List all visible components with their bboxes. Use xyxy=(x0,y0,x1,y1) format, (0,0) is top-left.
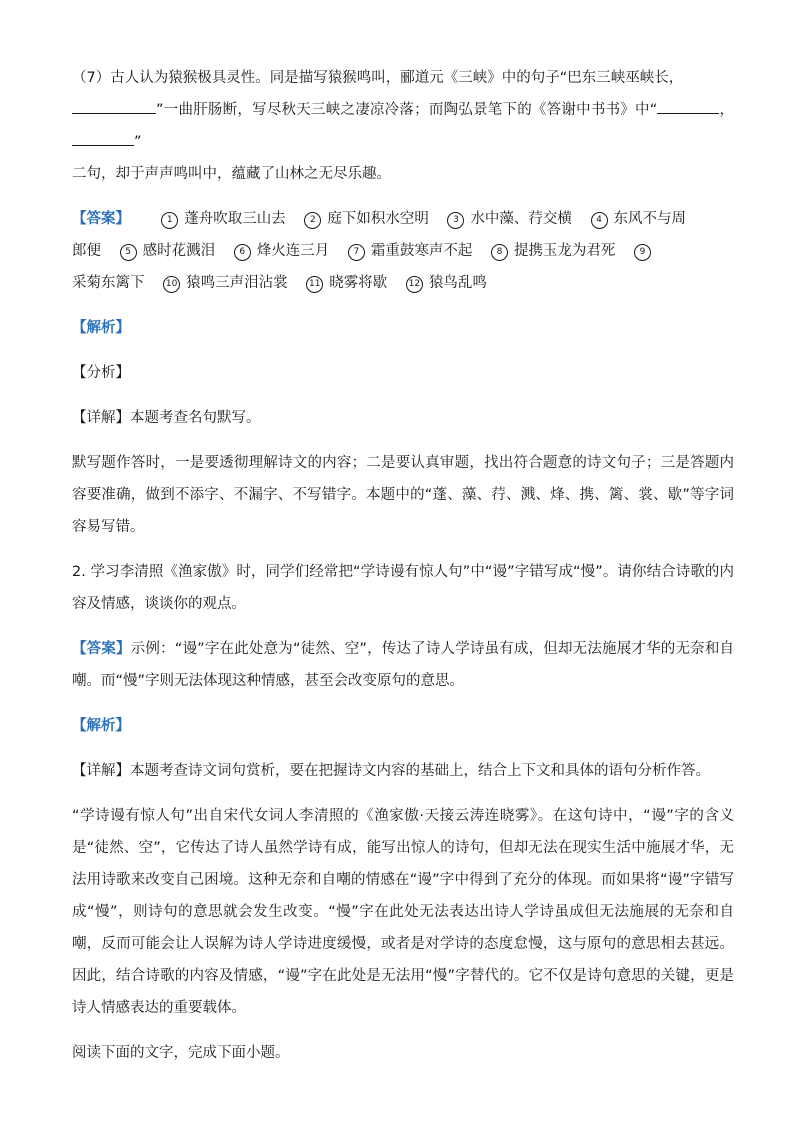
answer-text: 感时花溅泪 xyxy=(142,243,216,259)
detail-tag: 【详解】 xyxy=(72,763,130,779)
fenxi-tag: 【分析】 xyxy=(72,365,130,381)
analysis-tag: 【解析】 xyxy=(72,718,130,734)
answer-text: 提携玉龙为君死 xyxy=(513,243,616,259)
detail-text: 本题考查诗文词句赏析，要在把握诗文内容的基础上，结合上下文和具体的语句分析作答。 xyxy=(130,763,710,779)
question-2: 2. 学习李清照《渔家傲》时，同学们经常把“学诗谩有惊人句”中“谩”字错写成“慢”。请你结合诗歌的内容及情感，谈谈你的观点。 xyxy=(72,564,734,612)
answer-line-2 xyxy=(72,235,734,267)
circled-number: 1 xyxy=(161,212,178,229)
answer-item xyxy=(306,267,387,299)
circled-number: 6 xyxy=(234,244,251,261)
q7-mid: ”一曲肝肠断，写尽秋天三峡之凄凉冷落；而陶弘景笔下的《答谢中书书》中“ xyxy=(156,102,658,118)
circled-number: 10 xyxy=(163,276,180,293)
answer-text: 采菊东篱下 xyxy=(72,275,145,291)
answer-text: 郎便 xyxy=(72,243,101,259)
answer-item xyxy=(72,235,101,267)
answer-text: 猿鸟乱鸣 xyxy=(428,275,487,291)
answer-item xyxy=(406,267,487,299)
circled-number: 7 xyxy=(348,244,365,261)
answer-text: 烽火连三月 xyxy=(256,243,330,259)
answer-blank xyxy=(72,97,156,114)
detail-2 xyxy=(72,755,734,787)
answer-line-3 xyxy=(72,267,734,299)
reading-instruction: 阅读下面的文字，完成下面小题。 xyxy=(72,1045,290,1061)
answer-text: 庭下如积水空明 xyxy=(327,211,429,227)
answer-line-1 xyxy=(72,203,734,235)
tip-paragraph: 默写题作答时，一是要透彻理解诗文的内容；二是要认真审题，找出符合题意的诗文句子；三是答题内容要准确，做到不添字、不漏字、不写错字。本题中的“蓬、藻、荇、溅、烽、携、篱、裳、歇”等字词容易写错。 xyxy=(72,455,734,535)
analysis-tag: 【解析】 xyxy=(72,320,130,336)
answer-item xyxy=(72,267,145,299)
question-7 xyxy=(72,62,734,190)
answer-blank xyxy=(657,97,719,114)
circled-number: 8 xyxy=(491,244,508,261)
answer-text: 示例：“谩”字在此处意为“徒然、空”，传达了诗人学诗虽有成，但却无法施展才华的无奈和自嘲。而“慢”字则无法体现这种情感，甚至会改变原句的意思。 xyxy=(72,641,735,689)
detail-text: 本题考查名句默写。 xyxy=(130,410,261,426)
answer-item xyxy=(634,235,657,267)
answer-text: 猿鸣三声泪沾裳 xyxy=(186,275,288,291)
answer-item xyxy=(120,235,216,267)
answer-text: 霜重鼓寒声不起 xyxy=(370,243,473,259)
circled-number: 2 xyxy=(304,212,321,229)
circled-number: 3 xyxy=(447,212,464,229)
analysis-heading xyxy=(72,312,734,344)
q7-comma: ， xyxy=(719,102,734,118)
answer-text: 蓬舟吹取三山去 xyxy=(184,211,286,227)
answer-item xyxy=(234,235,330,267)
answer-item xyxy=(491,235,616,267)
circled-number: 4 xyxy=(591,212,608,229)
answer-text: 晓雾将歇 xyxy=(329,275,388,291)
answer-tag: 【答案】 xyxy=(72,641,131,657)
document-page xyxy=(72,62,734,1082)
answer-item xyxy=(161,203,286,235)
answer-item xyxy=(348,235,473,267)
detail-1 xyxy=(72,402,734,434)
answer-item xyxy=(447,203,572,235)
answer-item xyxy=(591,203,687,235)
circled-number: 11 xyxy=(306,276,323,293)
answer-text: 东风不与周 xyxy=(613,211,687,227)
answer-tag: 【答案】 xyxy=(72,211,130,227)
answer-block-2 xyxy=(72,633,734,697)
circled-number: 5 xyxy=(120,244,137,261)
q7-prefix: （7）古人认为猿猴极具灵性。同是描写猿猴鸣叫，郦道元《三峡》中的句子“巴东三峡巫峡长， xyxy=(72,70,684,86)
analysis-heading-2 xyxy=(72,710,734,742)
answer-text: 水中藻、荇交横 xyxy=(470,211,572,227)
q7-suffix: 二句，却于声声鸣叫中，蕴藏了山林之无尽乐趣。 xyxy=(72,166,391,182)
answer-block-1 xyxy=(72,203,734,299)
fenxi-heading xyxy=(72,357,734,389)
circled-number: 12 xyxy=(406,276,423,293)
detail-tag: 【详解】 xyxy=(72,410,130,426)
explanation-paragraph: “学诗谩有惊人句”出自宋代女词人李清照的《渔家傲·天接云涛连晓雾》。在这句诗中，“谩”字的含义是“徒然、空”，它传达了诗人虽然学诗有成，能写出惊人的诗句，但却无法在现实生活中施展才华，无法用诗歌来改变自己困境。这种无奈和自嘲的情感在“谩”字中得到了充分的体现。而如果将“谩”字错写成“慢”，则诗句的意思就会发生改变。“慢”字在此处无法表达出诗人学诗虽成但无法施展的无奈和自嘲，反而可能会让人误解为诗人学诗进度缓慢，或者是对学诗的态度怠慢，这与原句的意思相去甚远。因此，结合诗歌的内容及情感，“谩”字在此处是无法用“慢”字替代的。它不仅是诗句意思的关键，更是诗人情感表达的重要载体。 xyxy=(72,808,734,1016)
answer-item xyxy=(163,267,288,299)
answer-blank xyxy=(72,129,134,146)
q7-end-quote: ” xyxy=(134,134,142,150)
circled-number: 9 xyxy=(634,244,651,261)
answer-item xyxy=(304,203,429,235)
